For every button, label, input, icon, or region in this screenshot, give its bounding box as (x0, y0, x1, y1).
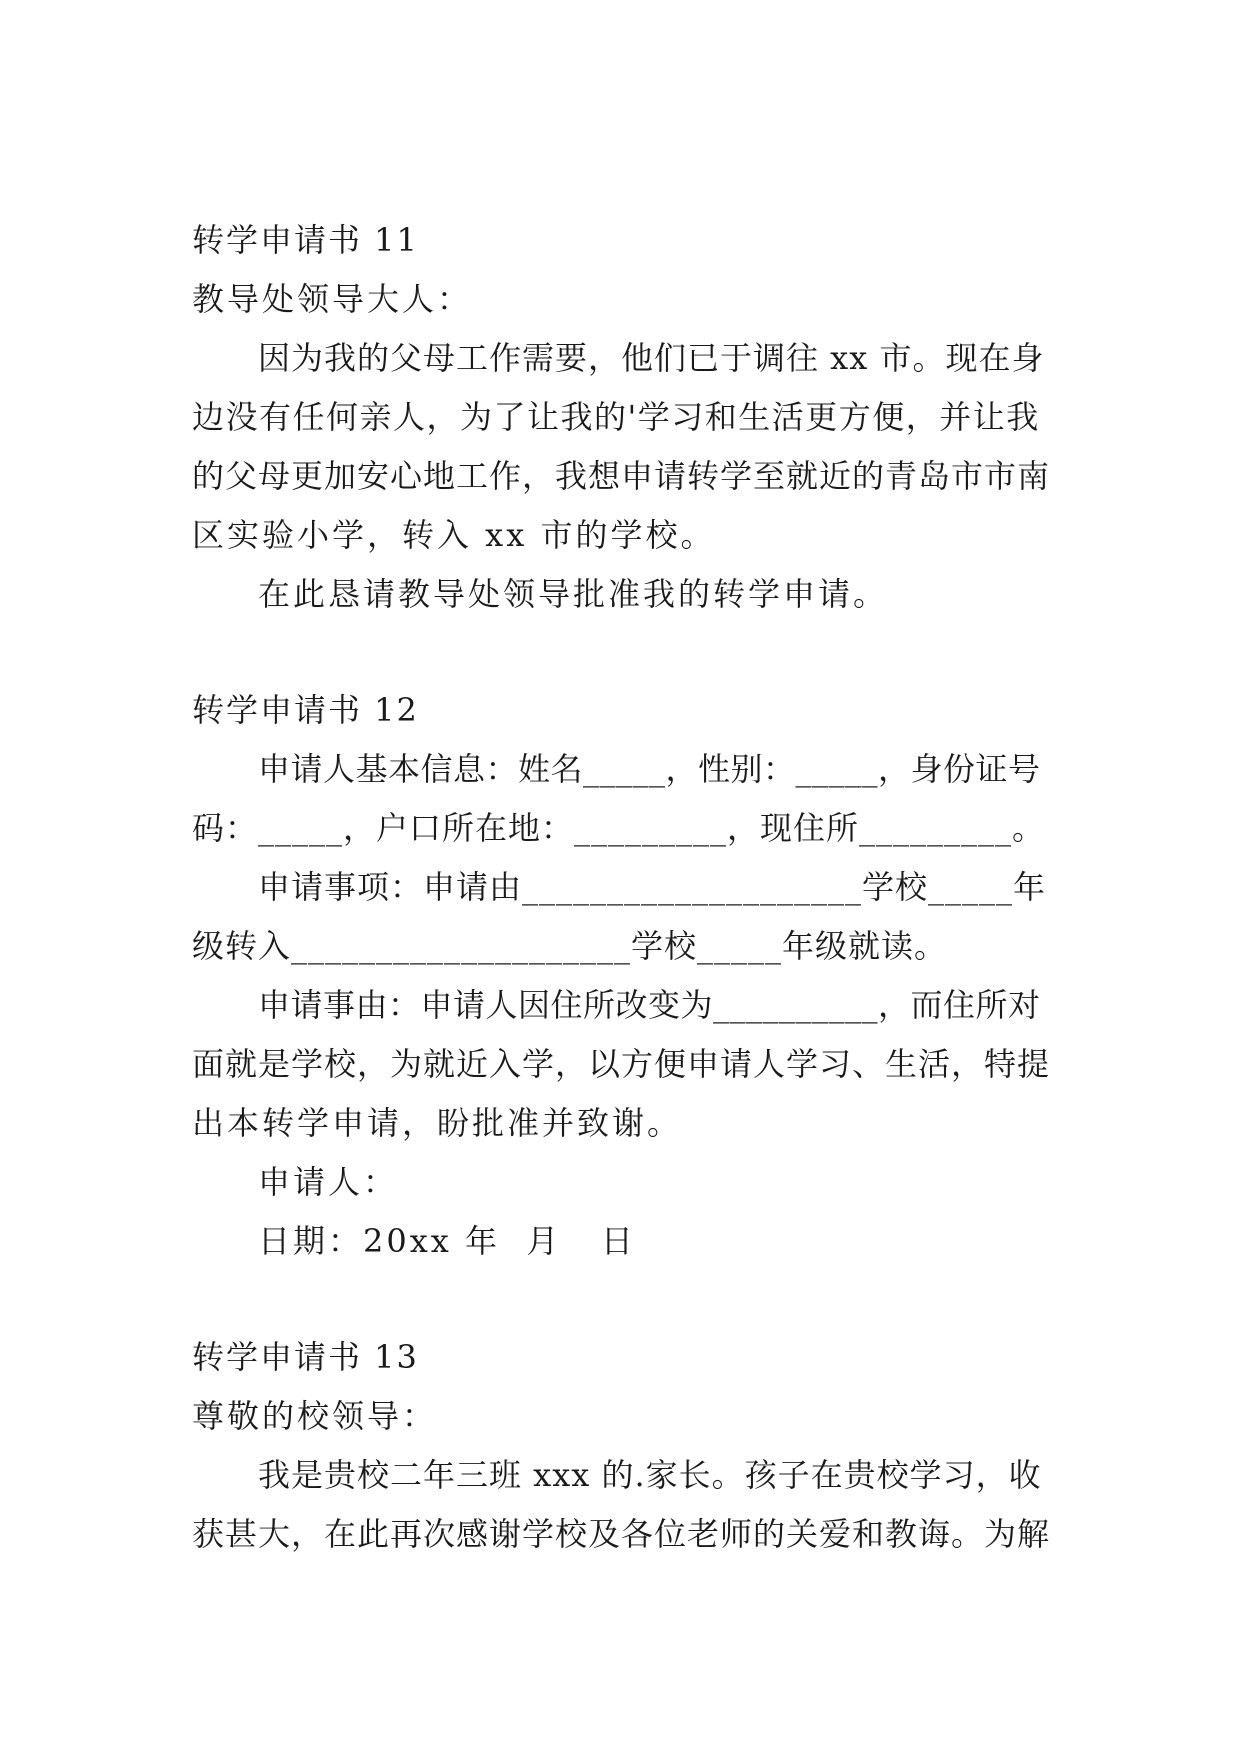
paragraph-line: 级转入____________________学校_____年级就读。 (192, 927, 948, 965)
paragraph-line: 在此恳请教导处领导批准我的转学申请。 (258, 575, 889, 613)
signature-label: 申请人： (258, 1163, 399, 1201)
paragraph-line: 因为我的父母工作需要，他们已于调往 xx 市。现在身 (258, 339, 1045, 377)
paragraph-line: 申请人基本信息：姓名_____，性别：_____，身份证号 (258, 750, 1041, 788)
document-page (192, 211, 1052, 1564)
date-line: 日期：20xx 年 月 日 (258, 1222, 636, 1260)
paragraph-line: 申请事项：申请由____________________学校_____年 (258, 868, 1047, 906)
section-title: 转学申请书 12 (192, 691, 419, 729)
paragraph-line: 面就是学校，为就近入学，以方便申请人学习、生活，特提 (192, 1045, 1051, 1083)
paragraph-line: 获甚大，在此再次感谢学校及各位老师的关爱和教诲。为解 (192, 1515, 1051, 1553)
paragraph-line: 的父母更加安心地工作，我想申请转学至就近的青岛市市南 (192, 457, 1051, 495)
paragraph-line: 区实验小学，转入 xx 市的学校。 (192, 516, 716, 554)
section-title: 转学申请书 11 (192, 221, 419, 259)
paragraph-line: 码：_____，户口所在地：_________，现住所_________。 (192, 809, 1046, 847)
section-gap (192, 624, 1052, 681)
paragraph-line: 我是贵校二年三班 xxx 的.家长。孩子在贵校学习，收 (258, 1456, 1042, 1494)
section-title: 转学申请书 13 (192, 1338, 419, 1376)
paragraph-line: 边没有任何亲人，为了让我的'学习和生活更方便，并让我 (192, 398, 1040, 436)
salutation: 教导处领导大人： (192, 280, 473, 318)
paragraph-line: 申请事由：申请人因住所改变为__________，而住所对 (258, 986, 1041, 1024)
paragraph-line: 出本转学申请，盼批准并致谢。 (192, 1104, 683, 1142)
section-gap (192, 1271, 1052, 1328)
salutation: 尊敬的校领导： (192, 1397, 438, 1435)
